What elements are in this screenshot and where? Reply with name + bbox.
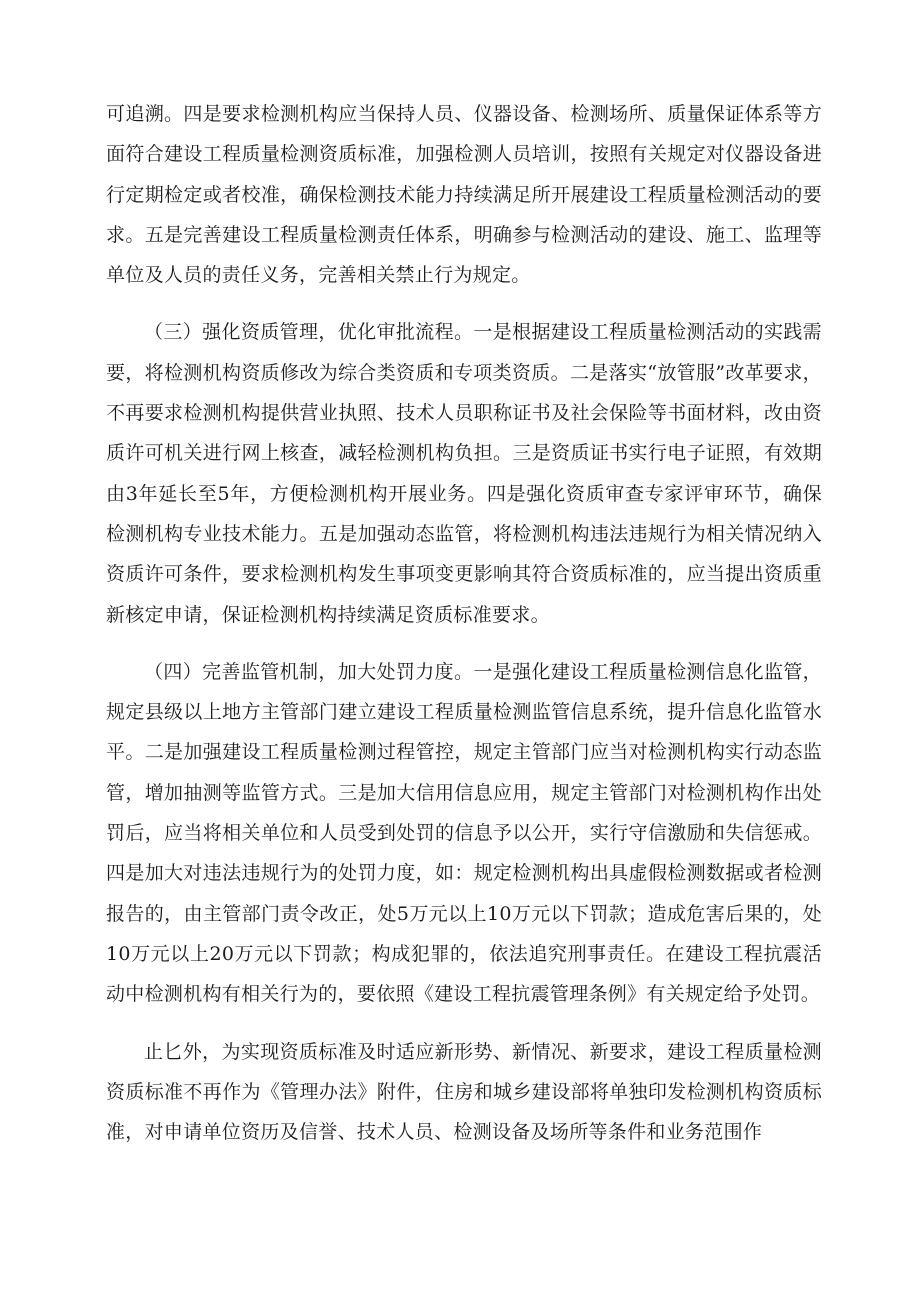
paragraph-qualification-management: （三）强化资质管理，优化审批流程。一是根据建设工程质量检测活动的实践需要，将检测机构资质修改为综合类资质和专项类资质。二是落实“放管服”改革要求，不再要求检测机构提供营业执照、技术人员职称证书及社会保险等书面材料，改由资质许可机关进行网上核查，减轻检测机构负担。三是资质证书实行电子证照，有效期由3年延长至5年，方便检测机构开展业务。四是强化资质审查专家评审环节，确保检测机构专业技术能力。五是加强动态监管，将检测机构违法违规行为相关情况纳入资质许可条件，要求检测机构发生事项变更影响其符合资质标准的，应当提出资质重新核定申请，保证检测机构持续满足资质标准要求。 [106,321,822,626]
document-body [106,94,822,1152]
paragraph-supervision-mechanism: （四）完善监管机制，加大处罚力度。一是强化建设工程质量检测信息化监管，规定县级以上地方主管部门建立建设工程质量检测监管信息系统，提升信息化监管水平。二是加强建设工程质量检测过程管控，规定主管部门应当对检测机构实行动态监管，增加抽测等监管方式。三是加大信用信息应用，规定主管部门对检测机构作出处罚后，应当将相关单位和人员受到处罚的信息予以公开，实行守信激励和失信惩戒。四是加大对违法违规行为的处罚力度，如：规定检测机构出具虚假检测数据或者检测报告的，由主管部门责令改正，处5万元以上10万元以下罚款；造成危害后果的，处10万元以上20万元以下罚款；构成犯罪的，依法追究刑事责任。在建设工程抗震活动中检测机构有相关行为的，要依照《建设工程抗震管理条例》有关规定给予处罚。 [106,660,822,1006]
paragraph-additional-notes: 止匕外，为实现资质标准及时适应新形势、新情况、新要求，建设工程质量检测资质标准不再作为《管理办法》附件，住房和城乡建设部将单独印发检测机构资质标准，对申请单位资历及信誉、技术人员、检测设备及场所等条件和业务范围作 [106,1040,822,1144]
paragraph-continuation: 可追溯。四是要求检测机构应当保持人员、仪器设备、检测场所、质量保证体系等方面符合建设工程质量检测资质标准，加强检测人员培训，按照有关规定对仪器设备进行定期检定或者校准，确保检测技术能力持续满足所开展建设工程质量检测活动的要求。五是完善建设工程质量检测责任体系，明确参与检测活动的建设、施工、监理等单位及人员的责任义务，完善相关禁止行为规定。 [106,103,822,287]
